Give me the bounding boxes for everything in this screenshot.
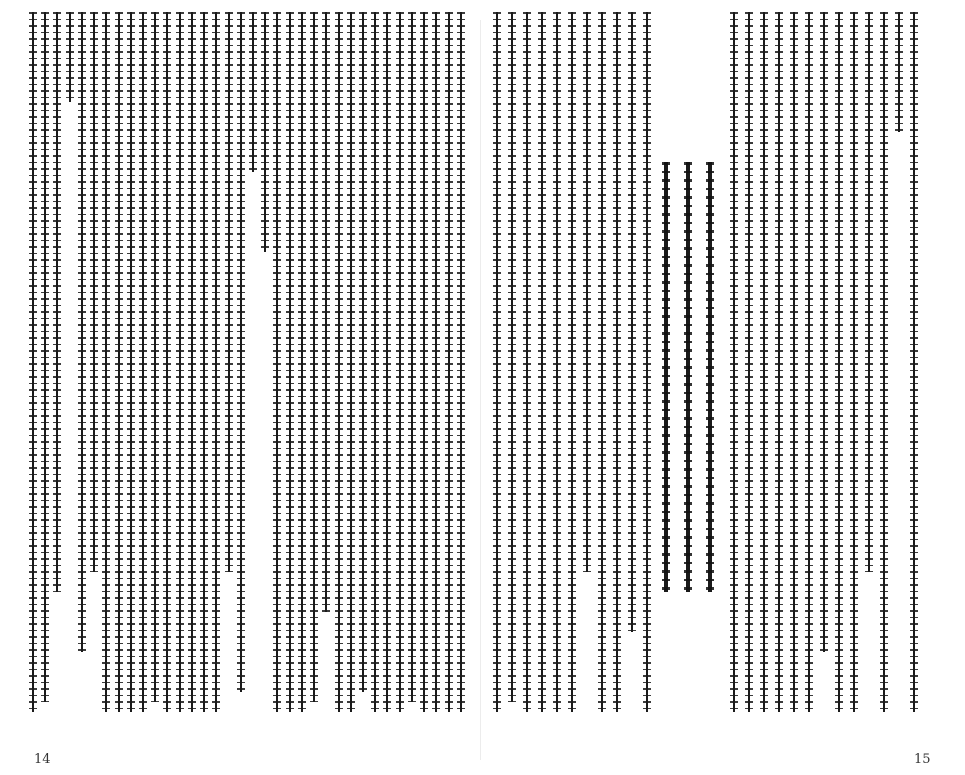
text-column [582, 12, 592, 572]
text-column [834, 12, 844, 712]
text-column [52, 12, 62, 592]
text-column [894, 12, 904, 132]
text-column [864, 12, 874, 572]
text-column [175, 12, 185, 712]
text-column [187, 12, 197, 712]
text-column [126, 12, 136, 712]
text-column [77, 12, 87, 652]
text-column [492, 12, 502, 712]
right-page-number: 15 [914, 752, 931, 767]
right-page [492, 12, 932, 724]
text-column [909, 12, 919, 712]
text-column [382, 12, 392, 712]
heading-text-column [705, 162, 715, 592]
book-gutter [480, 20, 481, 760]
text-column [346, 12, 356, 712]
text-column [642, 12, 652, 712]
text-column [819, 12, 829, 652]
text-column [804, 12, 814, 712]
text-column [537, 12, 547, 712]
text-column [370, 12, 380, 712]
text-column [567, 12, 577, 712]
text-column [522, 12, 532, 712]
text-column [789, 12, 799, 712]
text-column [211, 12, 221, 712]
text-column [395, 12, 405, 712]
text-column [552, 12, 562, 712]
text-column [297, 12, 307, 712]
text-column [507, 12, 517, 702]
left-page [28, 12, 468, 724]
text-column [28, 12, 38, 712]
text-column [627, 12, 637, 632]
text-column [138, 12, 148, 712]
text-column [114, 12, 124, 712]
text-column [759, 12, 769, 712]
text-column [260, 12, 270, 252]
text-column [224, 12, 234, 572]
text-column [849, 12, 859, 712]
text-column [774, 12, 784, 712]
text-column [150, 12, 160, 702]
text-column [162, 12, 172, 712]
text-column [729, 12, 739, 712]
text-column [407, 12, 417, 702]
text-column [612, 12, 622, 712]
text-column [456, 12, 466, 712]
heading-text-column [683, 162, 693, 592]
text-column [744, 12, 754, 712]
text-column [358, 12, 368, 692]
text-column [309, 12, 319, 702]
left-page-number: 14 [34, 752, 51, 767]
text-column [597, 12, 607, 712]
text-column [419, 12, 429, 712]
text-column [65, 12, 75, 102]
text-column [321, 12, 331, 612]
text-column [334, 12, 344, 712]
text-column [236, 12, 246, 692]
text-column [40, 12, 50, 702]
text-column [879, 12, 889, 712]
text-column [89, 12, 99, 572]
heading-text-column [661, 162, 671, 592]
text-column [101, 12, 111, 712]
text-column [272, 12, 282, 712]
text-column [199, 12, 209, 712]
text-column [285, 12, 295, 712]
text-column [444, 12, 454, 712]
text-column [431, 12, 441, 712]
text-column [248, 12, 258, 172]
